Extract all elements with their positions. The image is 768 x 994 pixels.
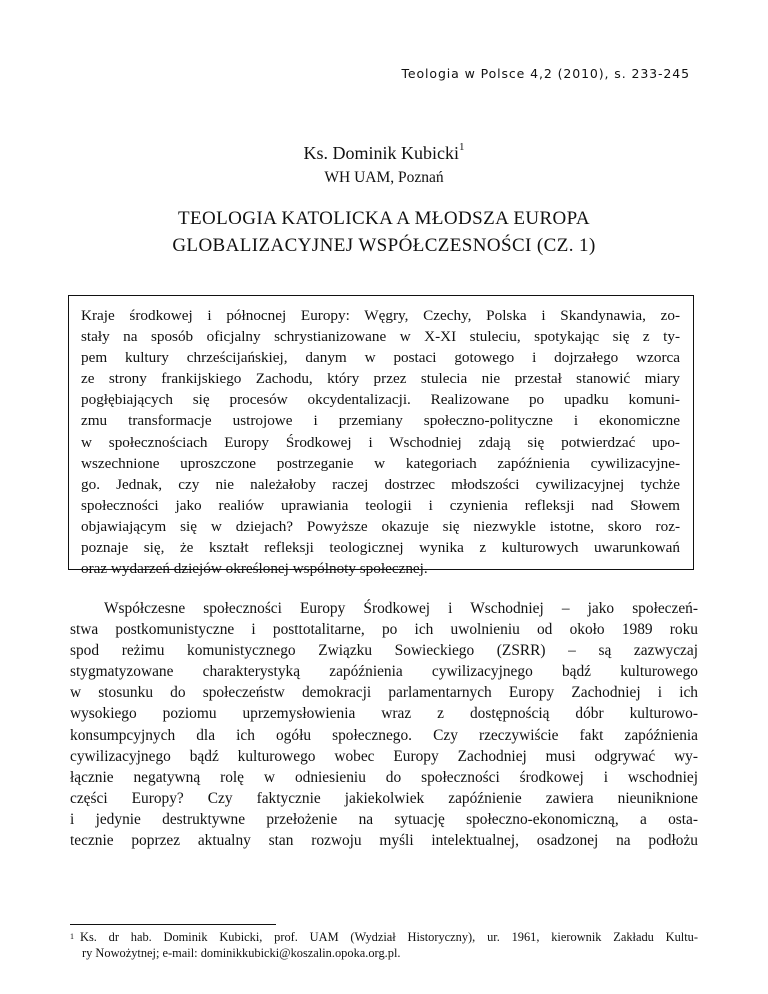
footnote-line: ry Nowożytnej; e-mail: dominikkubicki@koszalin.opoka.org.pl. [82, 946, 401, 960]
abstract-box [68, 295, 694, 578]
title-line: GLOBALIZACYJNEJ WSPÓŁCZESNOŚCI (CZ. 1) [172, 235, 596, 256]
title-line: TEOLOGIA KATOLICKA A MŁODSZA EUROPA [178, 208, 590, 229]
footnote-line [70, 929, 698, 945]
footnote-text: Ks. dr hab. Dominik Kubicki, prof. UAM (Wydział Historyczny), ur. 1961, kierownik Zakładu Kultu- [80, 930, 698, 944]
abstract-line: Kraje środkowej i północnej Europy: Węgry, Czechy, Polska i Skandynawia, zo- [81, 307, 680, 324]
author-affiliation: WH UAM, Poznań [324, 169, 444, 186]
body-line: Współczesne społeczności Europy Środkowej i Wschodniej – jako społeczeń- [104, 600, 698, 617]
abstract-line: ze strony frankijskiego Zachodu, który przez stulecia nie przestał stanowić miary [81, 370, 680, 388]
abstract-line: oraz wydarzeń dziejów określonej wspólnoty społecznej. [81, 560, 428, 578]
abstract-line: społeczności jako realiów uprawiania teologii i czynienia refleksji nad Słowem [81, 496, 680, 514]
article-title [0, 205, 768, 259]
abstract-line: zmu transformacje ustrojowe i przemiany społeczno-polityczne i ekonomiczne [81, 412, 680, 430]
abstract-line: poznaje się, że kształt refleksji teologicznej wynika z kulturowych uwarunkowań [81, 539, 680, 557]
body-line: stygmatyzowane charakterystyką zapóźnienia cywilizacyjnego bądź kulturowego [70, 663, 698, 681]
body-line: w stosunku do społeczeństw demokracji parlamentarnych Europy Zachodniej i ich [70, 684, 698, 702]
footnote [70, 929, 698, 961]
body-line: wysokiego poziomu uprzemysłowienia wraz z dostępnością dóbr kulturowo- [70, 705, 698, 723]
body-line: konsumpcyjnych dla ich ogółu społecznego. Czy rzeczywiście fakt zapóźnienia [70, 726, 698, 744]
body-line: tecznie poprzez aktualny stan rozwoju myśli intelektualnej, osadzonej na podłożu [70, 832, 698, 850]
journal-reference: Teologia w Polsce 4,2 (2010), s. 233-245 [401, 66, 690, 81]
body-line: łącznie negatywną rolę w odniesieniu do społeczności środkowej i wschodniej [70, 768, 698, 786]
abstract-line: stały na sposób oficjalny schrystianizowane w X-XI stuleciu, spotykając się z ty- [81, 328, 680, 346]
abstract-line: objawiającym się w dziejach? Powyższe okazuje się niezwykle istotne, skoro roz- [81, 517, 680, 535]
abstract-line: pem kultury chrześcijańskiej, danym w postaci gotowego i dojrzałego wzorca [81, 349, 680, 367]
author-line [0, 143, 768, 164]
author-name: Ks. Dominik Kubicki [303, 143, 459, 163]
body-line: stwa postkomunistyczne i posttotalitarne, po ich uwolnieniu od około 1989 roku [70, 621, 698, 639]
body-line: i jedynie destruktywne przełożenie na sytuację społeczno-ekonomiczną, a osta- [70, 810, 698, 828]
body-line: spod reżimu komunistycznego Związku Sowieckiego (ZSRR) – są zazwyczaj [70, 642, 698, 660]
footnote-mark: 1 [70, 932, 74, 941]
footnote-divider [70, 924, 276, 925]
body-line: części Europy? Czy faktycznie jakiekolwiek zapóźnienie zawiera nieuniknione [70, 789, 698, 807]
abstract-line: wszechnione uproszczone postrzeganie w kategoriach zapóźnienia cywilizacyjne- [81, 454, 680, 472]
abstract-line: w społecznościach Europy Środkowej i Wschodniej zdają się potwierdzać upo- [81, 433, 680, 451]
body-line: cywilizacyjnego bądź kulturowego wobec Europy Zachodniej musi odgrywać wy- [70, 747, 698, 765]
abstract-line: pogłębiających się procesów okcydentalizacji. Realizowane po upadku komuni- [81, 391, 680, 409]
body-paragraph [70, 598, 698, 851]
abstract-line: go. Jednak, czy nie należałoby raczej dostrzec młodszości cywilizacyjnej tychże [81, 475, 680, 493]
author-footnote-mark[interactable]: 1 [459, 141, 465, 153]
